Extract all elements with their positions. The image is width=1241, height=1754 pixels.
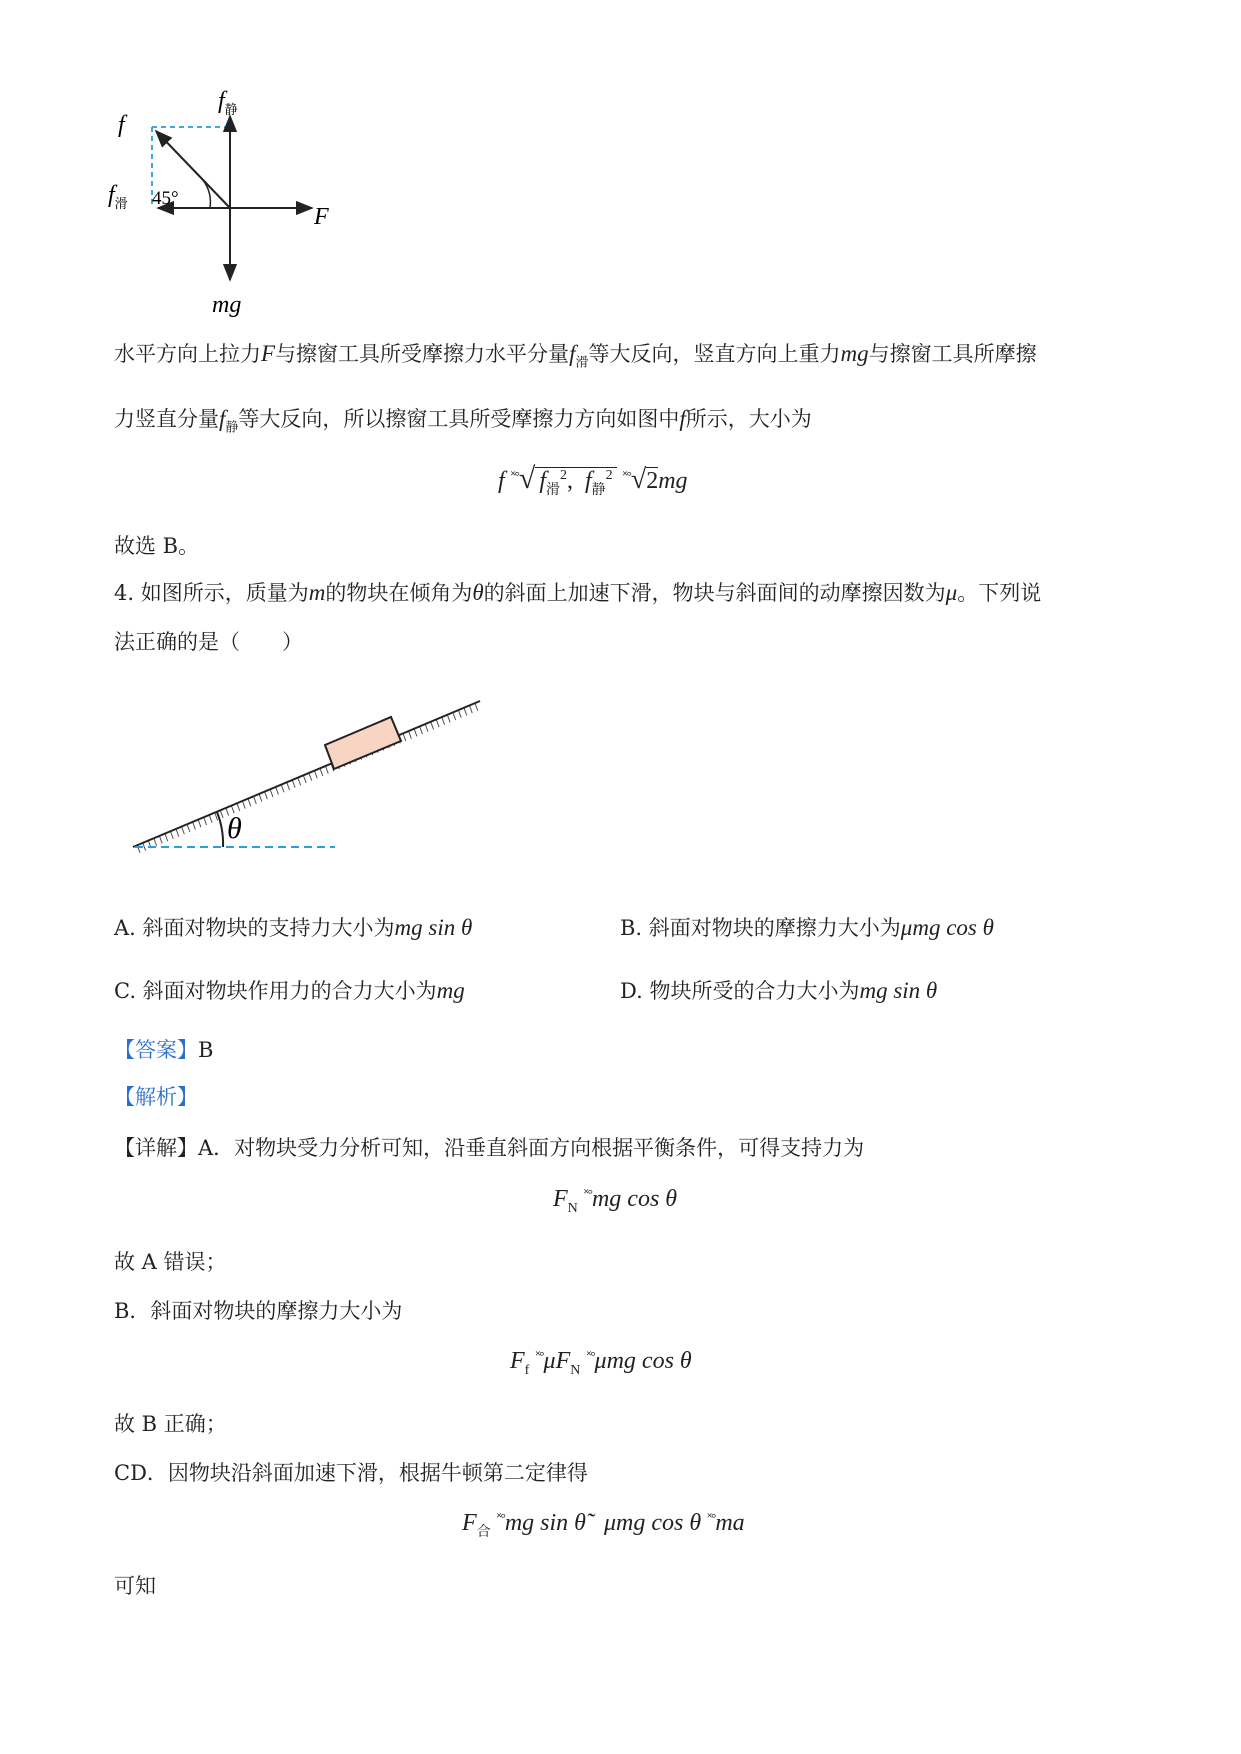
incline-diagram (125, 690, 485, 865)
math-mg: mg (840, 341, 869, 366)
equation-friction-magnitude: f ˟°√ $f_滑^2$, $f_静^2$ ˟°√2mg (498, 462, 688, 498)
analysis-tag: 【解析】 (114, 1085, 198, 1109)
math-f-static: $f_静$ (219, 406, 239, 435)
equation-normal-force: $F_N$ ˟°mg cos θ (553, 1186, 678, 1216)
paragraph-line (114, 339, 1037, 378)
text-span: 与擦窗工具所摩擦 (868, 342, 1037, 366)
detail-cd: CD．因物块沿斜面加速下滑，根据牛顿第二定律得 (114, 1461, 588, 1485)
force-diagram (100, 80, 360, 325)
angle-theta: θ (227, 812, 242, 845)
detail-b: B．斜面对物块的摩擦力大小为 (114, 1299, 403, 1323)
label-f: f (118, 112, 125, 138)
equation-friction-force: $F_f$ $^{˟^\circ}\mu F_N$ ˟°μmg cos θ (510, 1348, 692, 1378)
answer-line: 【答案】B (114, 1038, 214, 1062)
last-line: 可知 (114, 1574, 156, 1598)
label-f-static: $f_静$ (218, 88, 238, 117)
option-b[interactable]: B. 斜面对物块的摩擦力大小为μmg cos θ (620, 915, 994, 940)
paragraph-line (114, 404, 812, 443)
option-a[interactable]: A. 斜面对物块的支持力大小为mg sin θ (114, 915, 473, 940)
text-span: 与擦窗工具所受摩擦力水平分量 (275, 342, 570, 366)
option-c[interactable]: C. 斜面对物块作用力的合力大小为mg (114, 978, 465, 1003)
question-line-2: 法正确的是（ ） (114, 630, 303, 654)
b-right: 故 B 正确； (114, 1412, 227, 1436)
label-F: F (314, 204, 329, 230)
math-F: F (261, 341, 276, 366)
math-f: f (679, 406, 686, 431)
text-span: 水平方向上拉力 (114, 342, 261, 366)
text-span: 等大反向，竖直方向上重力 (588, 342, 841, 366)
choice-line: 故选 B。 (114, 534, 200, 558)
math-f-slide: $f_滑$ (569, 341, 589, 370)
incline-surface (133, 701, 482, 855)
angle-label: 45° (152, 188, 179, 209)
equation-newton: $F_合$ ˟°mg sin θ̃ μmg cos θ ˟°ma (462, 1510, 745, 1540)
text-span: 力竖直分量 (114, 407, 219, 431)
incline-line (133, 701, 480, 847)
block (325, 717, 401, 769)
option-d[interactable]: D. 物块所受的合力大小为mg sin θ (620, 978, 938, 1003)
a-wrong: 故 A 错误； (114, 1250, 227, 1274)
detail-a: 【详解】A．对物块受力分析可知，沿垂直斜面方向根据平衡条件，可得支持力为 (114, 1136, 865, 1160)
text-span: 所示，大小为 (685, 407, 812, 431)
text-span: 等大反向，所以擦窗工具所受摩擦力方向如图中 (238, 407, 680, 431)
label-mg: mg (212, 292, 242, 318)
label-f-slide: $f_滑$ (108, 182, 128, 211)
question-line-1: 4. 如图所示，质量为m的物块在倾角为θ的斜面上加速下滑，物块与斜面间的动摩擦因数为μ。下列说 (114, 580, 1042, 605)
